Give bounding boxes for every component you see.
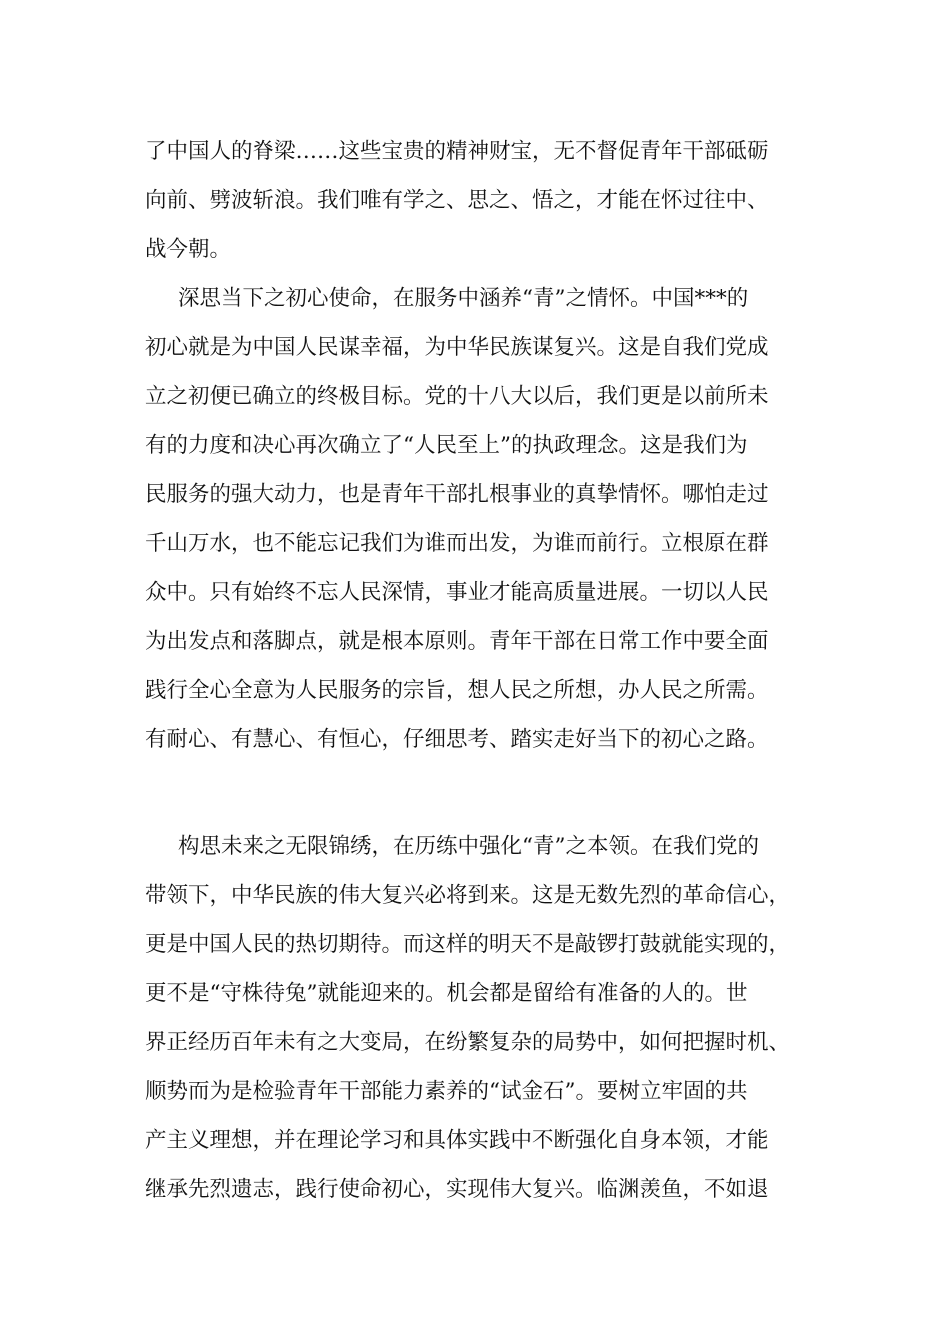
text-line: 更是中国人民的热切期待。而这样的明天不是敲锣打鼓就能实现的， [145,932,791,957]
text-line: 立之初便已确立的终极目标。党的十八大以后，我们更是以前所未 [145,384,769,409]
text-line: 带领下，中华民族的伟大复兴必将到来。这是无数先烈的革命信心， [145,883,791,908]
text-line: 千山万水，也不能忘记我们为谁而出发，为谁而前行。立根原在群 [145,531,769,556]
text-line: 更不是“守株待兔”就能迎来的。机会都是留给有准备的人的。世 [145,981,748,1006]
paragraph-first-line: 深思当下之初心使命，在服务中涵养“青”之情怀。中国***的 [178,286,749,311]
text-line: 顺势而为是检验青年干部能力素养的“试金石”。要树立牢固的共 [145,1079,748,1104]
text-line: 产主义理想，并在理论学习和具体实践中不断强化自身本领，才能 [145,1128,769,1153]
text-line: 初心就是为中国人民谋幸福，为中华民族谋复兴。这是自我们党成 [145,335,769,360]
text-line: 继承先烈遗志，践行使命初心，实现伟大复兴。临渊羡鱼，不如退 [145,1177,769,1202]
text-line: 为出发点和落脚点，就是根本原则。青年干部在日常工作中要全面 [145,629,769,654]
paragraph-first-line: 构思未来之无限锦绣，在历练中强化“青”之本领。在我们党的 [178,834,759,859]
text-line: 了中国人的脊梁……这些宝贵的精神财宝，无不督促青年干部砥砺 [145,139,769,164]
text-line: 界正经历百年未有之大变局，在纷繁复杂的局势中，如何把握时机、 [145,1030,791,1055]
text-line: 有耐心、有慧心、有恒心，仔细思考、踏实走好当下的初心之路。 [145,727,769,752]
text-line: 践行全心全意为人民服务的宗旨，想人民之所想，办人民之所需。 [145,678,769,703]
text-line: 众中。只有始终不忘人民深情，事业才能高质量进展。一切以人民 [145,580,769,605]
text-line: 民服务的强大动力，也是青年干部扎根事业的真挚情怀。哪怕走过 [145,482,769,507]
text-line: 战今朝。 [145,237,232,262]
text-line: 向前、劈波斩浪。我们唯有学之、思之、悟之，才能在怀过往中、 [145,188,769,213]
text-line: 有的力度和决心再次确立了“人民至上”的执政理念。这是我们为 [145,433,748,458]
